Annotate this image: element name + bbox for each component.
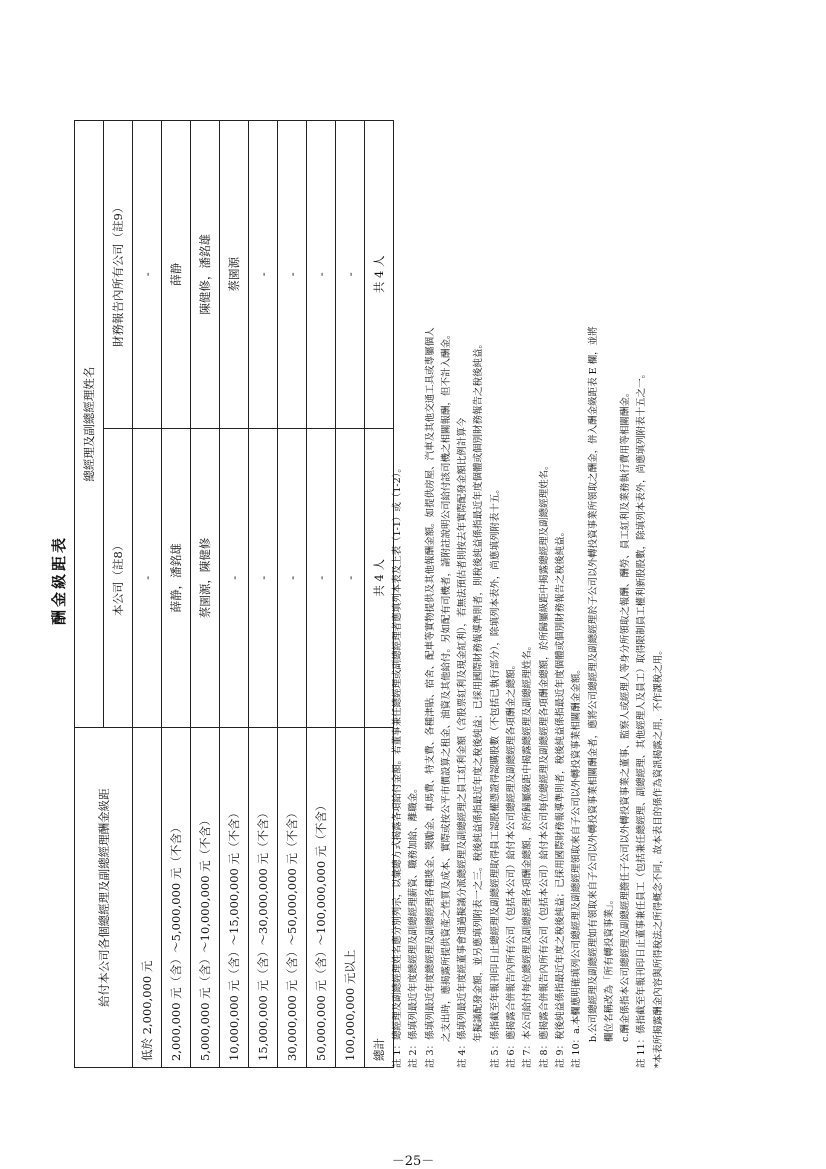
header-bracket: 給付本公司各個總經理及副總經理酬金級距 (75, 728, 133, 1068)
table-row (307, 121, 336, 1068)
footnote-line: 註 5：係指截至年報刊印日止總經理及副總經理取得員工認股權憑證得認購股數（不包括已執行部分），除填列本表外，尚應填列附表十五。 (489, 484, 501, 1068)
table-row (278, 121, 307, 1068)
footnote-line: 欄位名稱改為「所有轉投資事業」。 (603, 894, 615, 1042)
consolidated-names: - (278, 121, 307, 429)
footnote-line: b.公司總經理及副總經理如有領取來自子公司以外轉投資事業相關酬金者，應將公司總經理及副總經理於子公司以外轉投資事業所領取之酬金，併入酬金級距表 E 欄，並將 (587, 326, 599, 1042)
table-row (220, 121, 249, 1068)
header-group: 總經理及副總經理姓名 (75, 121, 104, 728)
footnote-line: 註 6：應揭露合併報告內所有公司（包括本公司）給付本公司總經理及副總經理各項酬金之總額。 (506, 659, 518, 1068)
bracket-range: 100,000,000 元以上 (336, 728, 365, 1068)
table-row (133, 121, 162, 1068)
remuneration-bracket-table (74, 120, 394, 1068)
consolidated-names: - (336, 121, 365, 429)
consolidated-names: - (249, 121, 278, 429)
consolidated-names: - (133, 121, 162, 429)
table-title: 酬金級距表 (50, 535, 68, 626)
bracket-range: 15,000,000 元（含）～30,000,000 元（不含） (249, 728, 278, 1068)
table-row (162, 121, 191, 1068)
company-names: - (220, 428, 249, 728)
footnote-line: 註 1：總經理及副總經理姓名應分別列示，以彙總方式揭露各項給付金額。若董事兼任總經理或副總經理者應填列本表及上表（1-1）或（1-2）。 (392, 463, 403, 1068)
company-names: - (336, 428, 365, 728)
footnote-line: 註 2：係填列最近年度總經理及副總經理薪資、職務加給、離職金。 (408, 783, 420, 1068)
header-company: 本公司（註8） (104, 428, 133, 728)
rotated-page-content (40, 80, 790, 1080)
footnote-line: 註 4：係填列最近年度經董事會通過擬議分派總經理及副總經理之員工紅利金額（含股票紅利及現金紅利），若無法預估者則按去年實際配發金額比例計算今 (457, 417, 469, 1068)
company-names: 蔡園源，陳健修 (191, 428, 220, 728)
bracket-range: 30,000,000 元（含）～50,000,000 元（不含） (278, 728, 307, 1068)
table-row (191, 121, 220, 1068)
company-names: 共 4 人 (365, 428, 394, 728)
footnotes (390, 108, 667, 1068)
page-number: －25－ (391, 1154, 435, 1169)
bracket-range: 低於 2,000,000 元 (133, 728, 162, 1068)
consolidated-names: 薛静 (162, 121, 191, 429)
table-row (249, 121, 278, 1068)
consolidated-names: 陳健修，潘銘雄 (191, 121, 220, 429)
footnote-line: 年擬議配發金額，並另應填列附表一之三。稅後純益係指最近年度之稅後純益；已採用國際財務報導準則者，則稅後純益係指最近年度個體或個別財務報告之稅後純益。 (473, 338, 485, 1042)
bracket-range: 5,000,000 元（含）～10,000,000 元（不含） (191, 728, 220, 1068)
footnote-line: c.酬金係指本公司總經理及副總經理擔任子公司以外轉投資事業之董事、監察人或經理人等身分所領取之報酬、酬勞、員工紅利及業務執行費用等相關酬金。 (620, 387, 632, 1042)
bracket-range: 總計 (365, 728, 394, 1068)
bracket-range: 10,000,000 元（含）～15,000,000 元（不含） (220, 728, 249, 1068)
bracket-range: 2,000,000 元（含）～5,000,000 元（不含） (162, 728, 191, 1068)
consolidated-names: 蔡園源 (220, 121, 249, 429)
company-names: - (307, 428, 336, 728)
footnote-line: 註 8：應揭露合併報告內所有公司（包括本公司）給付本公司每位總經理及副總經理各項酬金總額，於所歸屬級距中揭露總經理及副總經理姓名。 (538, 460, 550, 1068)
company-names: - (249, 428, 278, 728)
footnote-line: 註 9：稅後純益係指最近年度之稅後純益；已採用國際財務報導準則者，稅後純益係指最近年度個體或個別財務報告之稅後純益。 (554, 526, 566, 1068)
table-row (336, 121, 365, 1068)
footnote-line: *本表所揭露酬金內容與所得稅法之所得概念不同，故本表目的係作為資訊揭露之用，不作課稅之用。 (652, 645, 664, 1068)
bracket-range: 50,000,000 元（含）～100,000,000 元（不含） (307, 728, 336, 1068)
company-names: 薛静，潘銘雄 (162, 428, 191, 728)
company-names: - (278, 428, 307, 728)
footnote-line: 註 11：係指截至年報刊印日止董事兼任員工（包括兼任總經理、副總經理、其他經理人及員工）取得限制員工權利新股股數，除填列本表外，尚應填列附表十五之一。 (636, 368, 648, 1068)
company-names: - (133, 428, 162, 728)
footnote-line: 註 10：a.本欄應明確填列公司總經理及副總經理領取來自子公司以外轉投資事業相關酬金金額。 (571, 664, 583, 1068)
consolidated-names: - (307, 121, 336, 429)
footnote-line: 註 7：本公司給付每位總經理及副總經理各項酬金總額，於所歸屬級距中揭露總經理及副總經理姓名。 (522, 640, 534, 1068)
footnote-line: 之支出時，應揭露所提供資產之性質及成本、實際或按公平市價設算之租金、油資及其他給付。另如配有司機者，請附註說明公司給付該司機之相關報酬，但不計入酬金。 (440, 329, 452, 1042)
header-consolidated: 財務報告內所有公司（註9） (104, 121, 133, 429)
consolidated-names: 共 4 人 (365, 121, 394, 429)
footnote-line: 註 3：係填列最近年度總經理及副總經理各種獎金、獎勵金、車馬費、特支費、各種津貼、宿舍、配車等實物提供及其他報酬金額。如提供房屋、汽車及其他交通工具或專屬個人 (424, 327, 436, 1068)
